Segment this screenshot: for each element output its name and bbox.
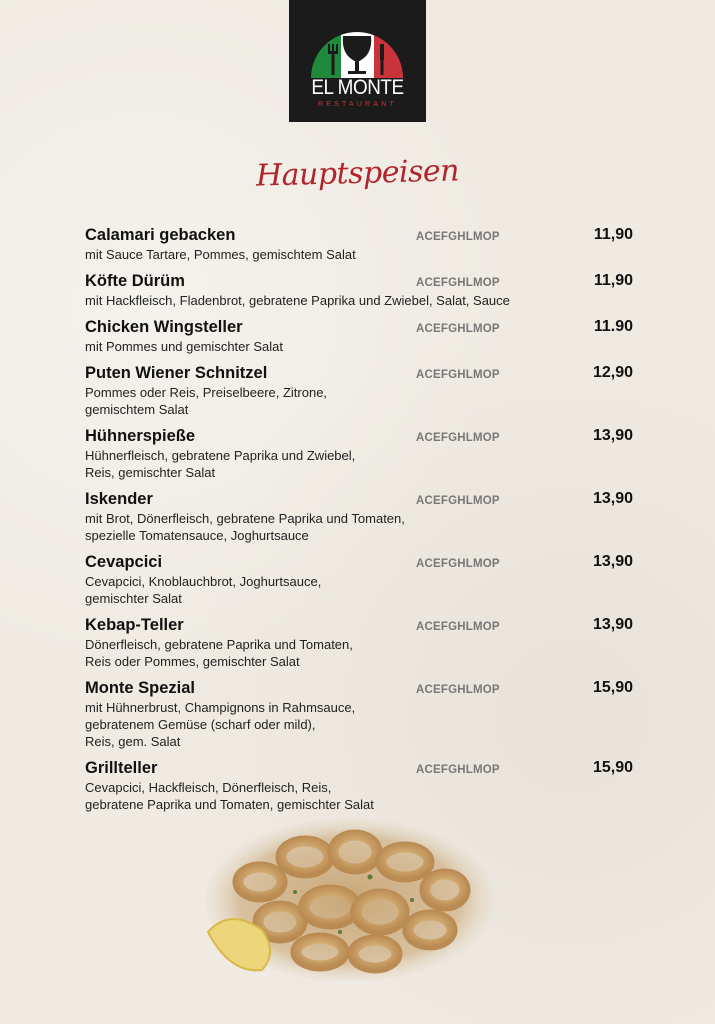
item-description: Hühnerfleisch, gebratene Paprika und Zwiebel, [85, 448, 356, 463]
item-price: 11,90 [593, 272, 633, 289]
menu-item [85, 427, 645, 481]
item-price: 12,90 [592, 364, 633, 381]
item-name: Puten Wiener Schnitzel [85, 364, 268, 382]
item-name: Iskender [85, 490, 153, 508]
menu-item-header [85, 427, 645, 447]
item-price: 13,90 [592, 490, 633, 507]
menu-item-header [85, 318, 645, 338]
item-allergens: ACEFGHLMOP [416, 231, 500, 243]
item-description: Reis oder Pommes, gemischter Salat [85, 654, 300, 669]
logo-name: EL MONTE [311, 76, 404, 99]
menu-item [85, 616, 645, 670]
item-allergens: ACEFGHLMOP [416, 432, 500, 444]
menu-item-header [85, 490, 645, 510]
item-name: Hühnerspieße [85, 427, 196, 445]
item-name: Kebap-Teller [85, 616, 184, 634]
item-price: 13,90 [592, 427, 633, 444]
menu-item-header [85, 553, 645, 573]
menu-item-header [85, 272, 645, 292]
item-name: Köfte Dürüm [85, 272, 185, 290]
item-description: gebratene Paprika und Tomaten, gemischter Salat [85, 797, 374, 812]
menu-item-header [85, 616, 645, 636]
item-description: Reis, gemischter Salat [85, 465, 216, 480]
menu-item [85, 759, 645, 813]
item-name: Chicken Wingsteller [85, 318, 243, 336]
logo-subtitle: RESTAURANT [318, 101, 397, 108]
item-name: Calamari gebacken [85, 226, 236, 244]
restaurant-logo [289, 0, 426, 122]
menu-item [85, 318, 645, 355]
item-description: mit Sauce Tartare, Pommes, gemischtem Salat [85, 247, 356, 262]
item-description: mit Hackfleisch, Fladenbrot, gebratene Paprika und Zwiebel, Salat, Sauce [85, 293, 510, 308]
item-description: mit Hühnerbrust, Champignons in Rahmsauce, [85, 700, 356, 715]
item-allergens: ACEFGHLMOP [416, 369, 500, 381]
menu-list [85, 226, 645, 822]
item-price: 15,90 [592, 679, 633, 696]
item-name: Cevapcici [85, 553, 163, 571]
item-description: gemischtem Salat [85, 402, 189, 417]
calamari-dish-photo [200, 812, 495, 980]
menu-item [85, 490, 645, 544]
menu-item [85, 679, 645, 750]
item-description: gebratenem Gemüse (scharf oder mild), [85, 717, 316, 732]
menu-item [85, 226, 645, 263]
menu-item-header [85, 364, 645, 384]
section-title: Hauptspeisen [255, 153, 460, 194]
item-name: Monte Spezial [85, 679, 196, 697]
item-description: Cevapcici, Hackfleisch, Dönerfleisch, Reis, [85, 780, 332, 795]
item-description: Reis, gem. Salat [85, 734, 181, 749]
item-allergens: ACEFGHLMOP [416, 323, 500, 335]
item-description: Cevapcici, Knoblauchbrot, Joghurtsauce, [85, 574, 322, 589]
item-price: 13,90 [592, 553, 633, 570]
menu-item [85, 364, 645, 418]
item-price: 11.90 [593, 318, 633, 335]
menu-item [85, 553, 645, 607]
menu-item-header [85, 679, 645, 699]
item-description: spezielle Tomatensauce, Joghurtsauce [85, 528, 309, 543]
item-allergens: ACEFGHLMOP [416, 558, 500, 570]
item-allergens: ACEFGHLMOP [416, 684, 500, 696]
knife-icon [380, 44, 384, 75]
item-allergens: ACEFGHLMOP [416, 621, 500, 633]
item-description: mit Pommes und gemischter Salat [85, 339, 283, 354]
item-description: Dönerfleisch, gebratene Paprika und Tomaten, [85, 637, 353, 652]
menu-item [85, 272, 645, 309]
item-allergens: ACEFGHLMOP [416, 764, 500, 776]
menu-item-header [85, 226, 645, 246]
item-description: gemischter Salat [85, 591, 182, 606]
item-price: 13,90 [592, 616, 633, 633]
item-price: 11,90 [593, 226, 633, 243]
menu-item-header [85, 759, 645, 779]
item-allergens: ACEFGHLMOP [416, 495, 500, 507]
item-description: Pommes oder Reis, Preiselbeere, Zitrone, [85, 385, 328, 400]
item-price: 15,90 [592, 759, 633, 776]
item-description: mit Brot, Dönerfleisch, gebratene Paprika und Tomaten, [85, 511, 405, 526]
item-name: Grillteller [85, 759, 158, 777]
item-allergens: ACEFGHLMOP [416, 277, 500, 289]
